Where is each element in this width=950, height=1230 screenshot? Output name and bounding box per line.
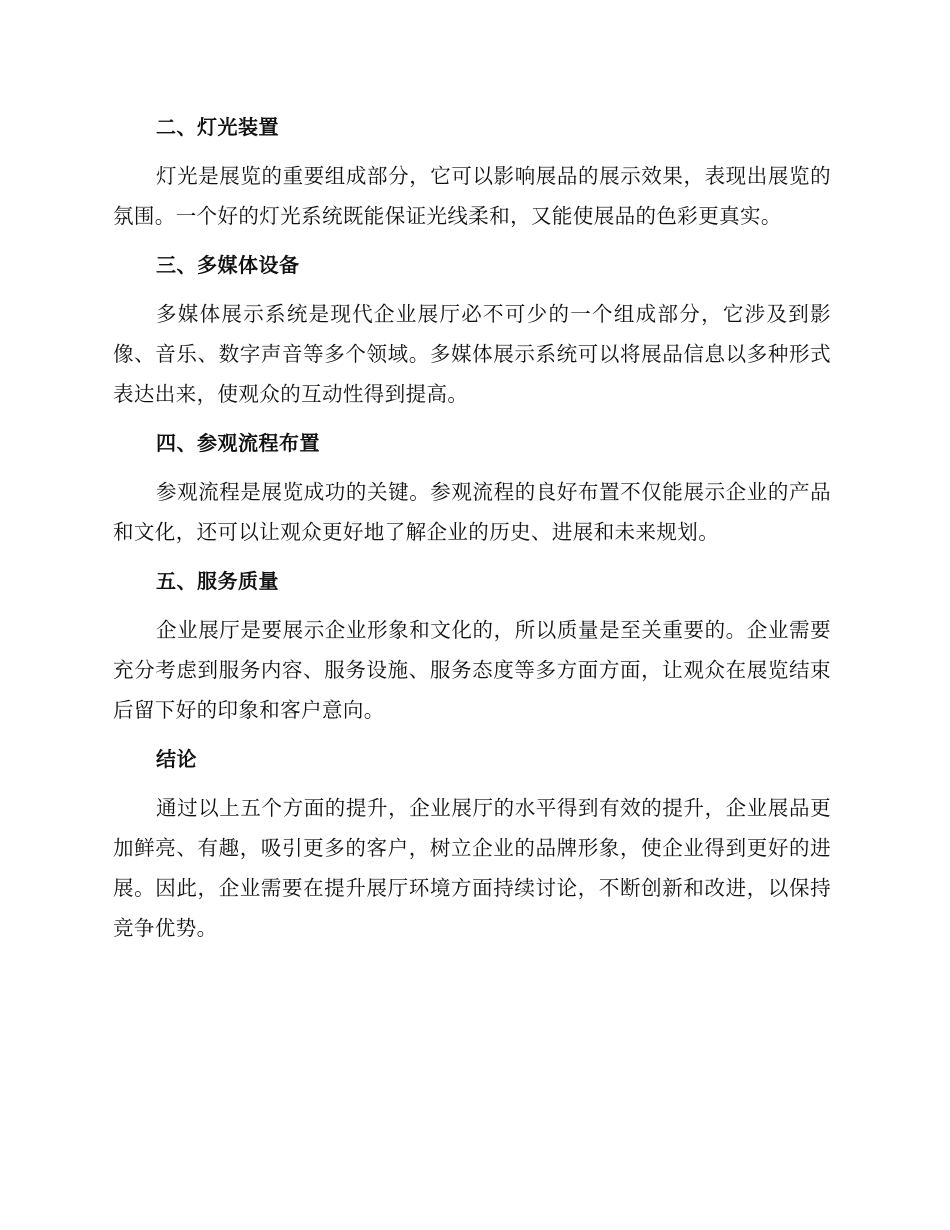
section-paragraph-lighting: 灯光是展览的重要组成部分，它可以影响展品的展示效果，表现出展览的氛围。一个好的灯光系统既能保证光线柔和，又能使展品的色彩更真实。 (113, 164, 831, 228)
section-paragraph-conclusion: 通过以上五个方面的提升，企业展厅的水平得到有效的提升，企业展品更加鲜亮、有趣，吸引更多的客户，树立企业的品牌形象，使企业得到更好的进展。因此，企业需要在提升展厅环境方面持续讨论，不断创新和改进，以保持竞争优势。 (113, 796, 831, 940)
section-heading-multimedia: 三、多媒体设备 (156, 253, 300, 277)
section-paragraph-visit-flow: 参观流程是展览成功的关键。参观流程的良好布置不仅能展示企业的产品和文化，还可以让观众更好地了解企业的历史、进展和未来规划。 (113, 480, 831, 544)
section-heading-visit-flow: 四、参观流程布置 (156, 431, 320, 455)
section-paragraph-service-quality: 企业展厅是要展示企业形象和文化的，所以质量是至关重要的。企业需要充分考虑到服务内容、服务设施、服务态度等多方面方面，让观众在展览结束后留下好的印象和客户意向。 (113, 618, 831, 722)
section-heading-service-quality: 五、服务质量 (156, 569, 279, 593)
section-heading-conclusion: 结论 (156, 747, 197, 771)
section-heading-lighting: 二、灯光装置 (156, 115, 279, 139)
document-body (113, 110, 831, 948)
section-paragraph-multimedia: 多媒体展示系统是现代企业展厅必不可少的一个组成部分，它涉及到影像、音乐、数字声音等多个领域。多媒体展示系统可以将展品信息以多种形式表达出来，使观众的互动性得到提高。 (113, 302, 831, 406)
